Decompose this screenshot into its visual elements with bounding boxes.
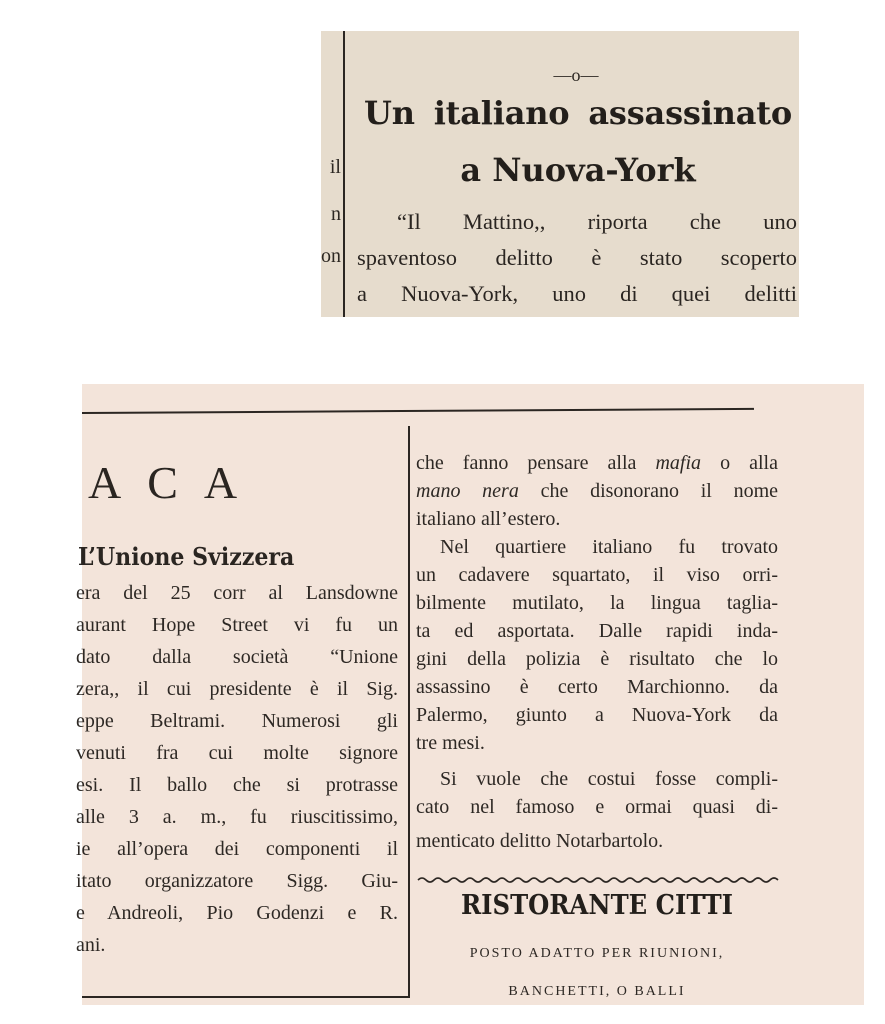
right-column-line: menticato delitto Notarbartolo. <box>416 830 664 852</box>
article-subheading: L’Unione Svizzera <box>78 542 295 571</box>
right-column-line: un cadavere squartato, il viso orri- <box>416 564 778 586</box>
italic-term: mafia <box>655 452 702 474</box>
right-column-line: tre mesi. <box>416 732 485 754</box>
left-column-line: venuti fra cui molte signore <box>76 742 398 764</box>
article-line: spaventoso delitto è stato scoperto <box>357 245 797 270</box>
column-rule <box>408 426 410 998</box>
headline-line-1: Un italiano assassinato <box>364 94 792 132</box>
footer-rule <box>82 996 408 998</box>
right-column-line: assassino è certo Marchionno. da <box>416 676 778 698</box>
column-rule <box>343 31 345 317</box>
advert-title: RISTORANTE CITTI <box>460 890 734 921</box>
left-column-line: zera,, il cui presidente è il Sig. <box>76 678 398 700</box>
left-column-line: dato dalla società “Unione <box>76 646 398 668</box>
left-column-line: e Andreoli, Pio Godenzi e R. <box>76 902 398 924</box>
top-newspaper-clipping <box>321 31 799 317</box>
left-column-line: ani. <box>76 934 106 956</box>
left-column-line: eppe Beltrami. Numerosi gli <box>76 710 398 732</box>
right-column-line: Si vuole che costui fosse compli- <box>440 768 778 790</box>
left-column-line: itato organizzatore Sigg. Giu- <box>76 870 398 892</box>
section-separator: —o— <box>553 65 599 85</box>
headline-line-2: a Nuova-York <box>460 151 696 189</box>
italic-term: mano nera <box>416 480 519 502</box>
ornamental-rule <box>418 876 780 884</box>
right-column-line: mano nera che disonorano il nome <box>416 480 778 502</box>
right-column-line: Nel quartiere italiano fu trovato <box>440 536 778 558</box>
right-column-line: cato nel famoso e ormai quasi di- <box>416 796 778 818</box>
right-column-line: bilmente mutilato, la lingua taglia- <box>416 592 778 614</box>
right-column-line: ta ed asportata. Dalle rapidi inda- <box>416 620 778 642</box>
left-column-line: alle 3 a. m., fu riuscitissimo, <box>76 806 398 828</box>
advert-line: BANCHETTI, O BALLI <box>508 984 686 999</box>
left-column-line: aurant Hope Street vi fu un <box>76 614 398 636</box>
header-rule <box>82 408 754 414</box>
right-column-line: Palermo, giunto a Nuova-York da <box>416 704 778 726</box>
left-column-line: era del 25 corr al Lansdowne <box>76 582 398 604</box>
margin-fragment: on <box>321 245 341 267</box>
advert-line: POSTO ADATTO PER RIUNIONI, <box>469 946 725 961</box>
right-column-line: gini della polizia è risultato che lo <box>416 648 778 670</box>
section-heading: ACA <box>88 457 264 508</box>
bottom-newspaper-clipping <box>76 384 864 1005</box>
article-line: “Il Mattino,, riporta che uno <box>397 209 797 234</box>
margin-fragment: n <box>331 203 341 225</box>
left-column-line: esi. Il ballo che si protrasse <box>76 774 398 796</box>
right-column-line: italiano all’estero. <box>416 508 561 530</box>
right-column-line: che fanno pensare alla mafia o alla <box>416 452 778 474</box>
article-line: a Nuova-York, uno di quei delitti <box>357 281 797 306</box>
margin-fragment: il <box>329 156 341 178</box>
left-column-line: ie all’opera dei componenti il <box>76 838 398 860</box>
